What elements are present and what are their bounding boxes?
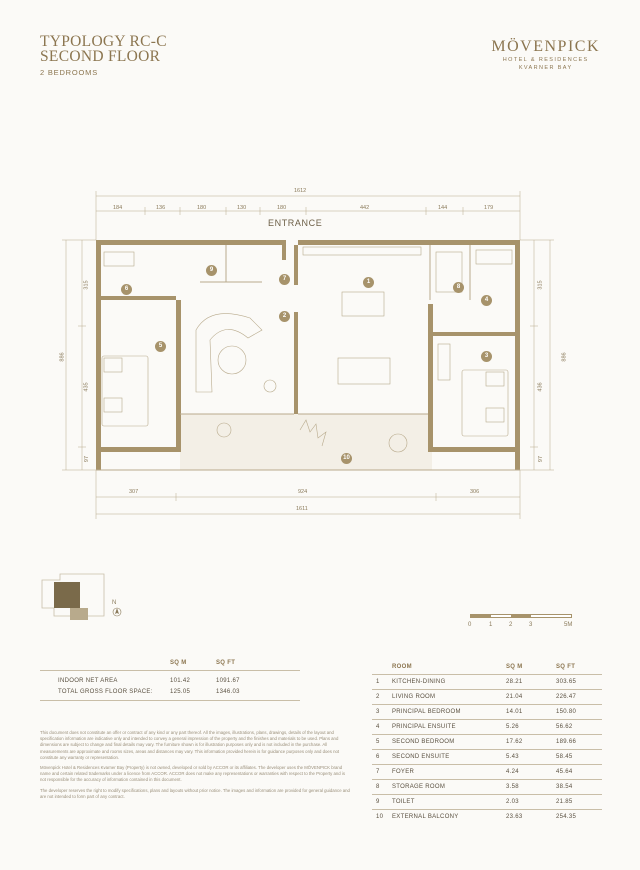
rooms-header-sqft: SQ FT <box>556 664 576 670</box>
scale-bar-graphic <box>470 614 572 618</box>
area-header-sqft: SQ FT <box>216 660 236 666</box>
room-marker-4: 4 <box>481 288 492 306</box>
dim-top-2: 136 <box>156 205 166 211</box>
dim-left-total: 886 <box>59 352 66 362</box>
dim-right-3: 97 <box>538 455 545 463</box>
key-plan <box>40 572 110 628</box>
dim-bottom-1: 307 <box>129 489 139 495</box>
north-label: N <box>112 600 117 606</box>
north-arrow-icon <box>112 606 122 618</box>
dim-right-1: 315 <box>537 280 544 290</box>
scale-label-5m: 5M <box>564 622 573 628</box>
dim-top-6: 442 <box>360 205 370 211</box>
disclaimer <box>40 730 350 804</box>
dim-top-1: 184 <box>113 205 123 211</box>
dim-left-2: 435 <box>83 382 90 392</box>
scale-label-2: 2 <box>509 622 513 628</box>
dim-bottom-2: 924 <box>298 489 308 495</box>
dim-left-1: 315 <box>83 280 90 290</box>
room-marker-8: 8 <box>453 275 464 293</box>
room-marker-1: 1 <box>363 270 374 288</box>
title-line-2: SECOND FLOOR <box>40 48 161 65</box>
rooms-header-room: ROOM <box>392 664 412 670</box>
logo-line-3: KVARNER BAY <box>518 65 573 71</box>
room-marker-10: 10 <box>341 446 352 464</box>
dim-left-3: 97 <box>84 455 91 463</box>
room-marker-6: 6 <box>121 277 132 295</box>
dim-top-7: 144 <box>438 205 448 211</box>
disclaimer-paragraph-2: Mövenpick Hotel & Residences Kvarner Bay (Property) is not owned, developed or sold by ACCOR or its affiliates. The developer uses the MÖVENPICK brand name and certain related trademarks under a licence from ACCOR. ACCOR does not make any representations or warranties with respect to the Property and is not responsible for the accuracy of information contained in this document. <box>40 765 345 783</box>
north-indicator <box>112 600 122 618</box>
disclaimer-paragraph-1: This document does not constitute an offer or contract of any kind or any part thereof. All the images, illustrations, plans, drawings, details of the layout and specification information are indicative only and intended to convey a general impression of the property and the finishes and materials to be used. Plans and dimensions are subject to change and final details may vary. The furniture shown is for illustration purposes only and is not included in the purchase. All measurements are approximate and rooms sizes, areas and distances may vary. This information provided herein is for guidance purposes only and does not constitute any warranty or representation. <box>40 730 340 760</box>
entrance-label: ENTRANCE <box>268 218 323 228</box>
room-marker-3: 3 <box>481 344 492 362</box>
dim-right-2: 436 <box>537 382 544 392</box>
logo-line-2: HOTEL & RESIDENCES <box>502 57 589 63</box>
scale-bar <box>466 614 576 638</box>
room-marker-7: 7 <box>279 267 290 285</box>
rooms-header-sqm: SQ M <box>506 664 523 670</box>
dim-top-8: 179 <box>484 205 494 211</box>
dim-bottom-total: 1611 <box>296 506 308 512</box>
dim-top-total: 1612 <box>294 188 307 194</box>
rooms-table: ROOM SQ M SQ FT 1 KITCHEN-DINING 28.21 303.65 2 LIVING ROOM 21.04 226.47 3 PRINCIPAL BEDROOM 14.01 150.80 4 PRINCIPAL ENSUITE 5.26 56.62 5 SECOND BEDROOM 17.62 189.66 6 SECOND ENSUITE 5.43 58.45 7 FOYER 4.24 45.64 8 STORAGE ROOM 3.58 38.54 9 TOILET 2.03 21.85 10 EXTERNAL BALCONY 23.63 254.35 <box>372 664 602 824</box>
room-marker-5: 5 <box>155 334 166 352</box>
scale-label-0: 0 <box>468 622 472 628</box>
dim-top-5: 180 <box>277 205 287 211</box>
logo-brand: MÖVENPICK <box>491 38 600 55</box>
room-marker-9: 9 <box>206 258 217 276</box>
dim-top-4: 130 <box>237 205 247 211</box>
disclaimer-paragraph-3: The developer reserves the right to modify specifications, plans and layouts without prior notice. The images and information are provided for general guidance and are not intended to form part of any contract. <box>40 787 350 799</box>
area-header-sqm: SQ M <box>170 660 187 666</box>
dim-bottom-3: 306 <box>470 489 480 495</box>
dim-right-total: 886 <box>561 352 568 362</box>
page-subtitle: 2 BEDROOMS <box>40 68 99 77</box>
area-summary-table: SQ M SQ FT INDOOR NET AREA 101.42 1091.67 TOTAL GROSS FLOOR SPACE: 125.05 1346.03 <box>40 660 300 710</box>
dim-top-3: 180 <box>197 205 207 211</box>
scale-label-1: 1 <box>489 622 493 628</box>
scale-label-3: 3 <box>529 622 533 628</box>
title-line-1: TYPOLOGY RC-C <box>40 33 167 50</box>
room-marker-2: 2 <box>279 304 290 322</box>
